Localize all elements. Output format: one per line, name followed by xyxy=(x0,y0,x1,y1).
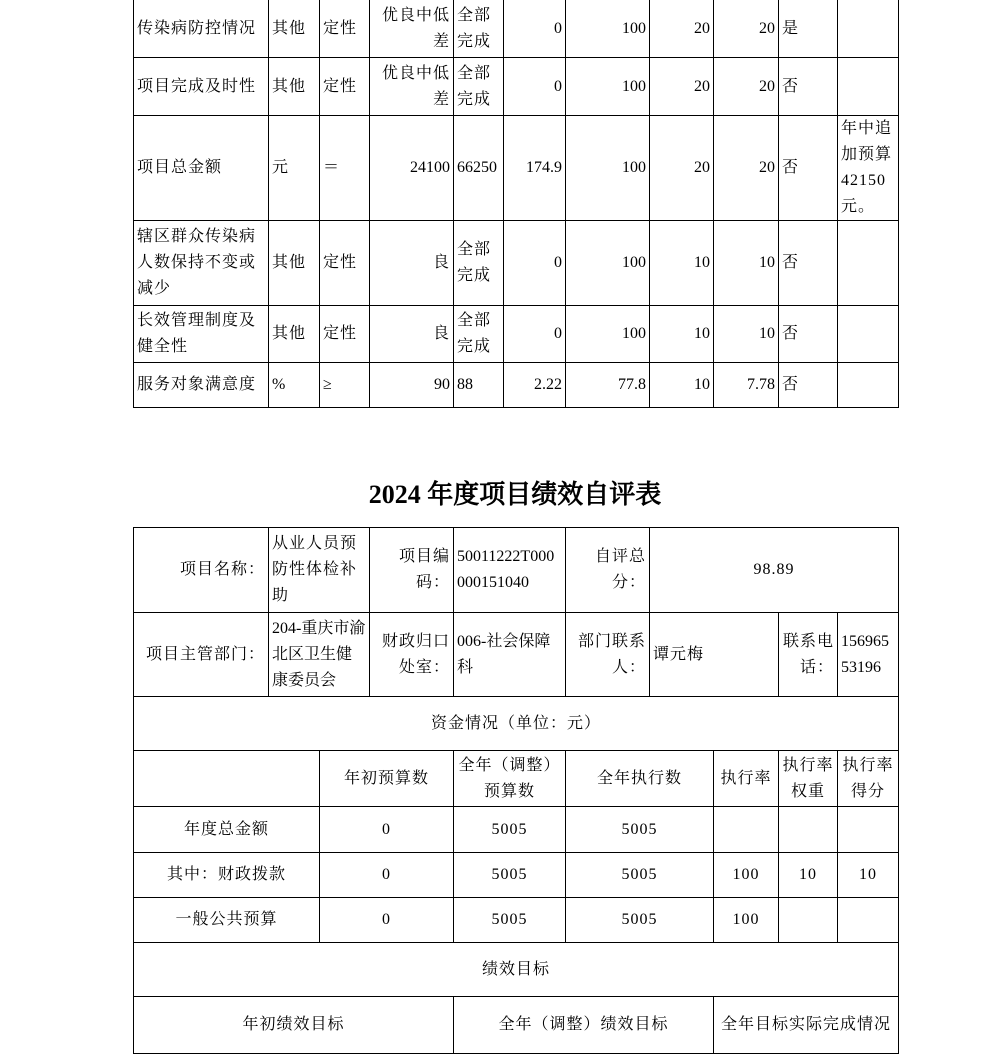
goals-section-title: 绩效目标 xyxy=(134,943,899,997)
funds-cell: 100 xyxy=(714,853,779,898)
cell-weight: 10 xyxy=(650,363,714,408)
funds-section-title: 资金情况（单位：元） xyxy=(134,697,899,751)
phone: 15696553196 xyxy=(838,613,899,697)
funds-header: 执行率 xyxy=(714,751,779,807)
project-code: 50011222T000000151040 xyxy=(454,528,566,613)
funds-row-label: 年度总金额 xyxy=(134,807,320,853)
cell-actual: 66250 xyxy=(454,116,504,221)
cell-weight: 10 xyxy=(650,221,714,306)
cell-note xyxy=(838,363,899,408)
cell-score: 10 xyxy=(714,306,779,363)
cell-unit: 其他 xyxy=(269,58,320,116)
indicator-table xyxy=(133,0,899,408)
cell-rate: 100 xyxy=(566,306,650,363)
funds-cell xyxy=(838,807,899,853)
cell-deviation: 0 xyxy=(504,221,566,306)
funds-cell xyxy=(714,807,779,853)
contact: 谭元梅 xyxy=(650,613,779,697)
cell-target: 良 xyxy=(370,221,454,306)
cell-note xyxy=(838,0,899,58)
cell-flag: 是 xyxy=(779,0,838,58)
cell-op: 定性 xyxy=(320,306,370,363)
funds-section-row xyxy=(134,697,899,751)
funds-cell: 0 xyxy=(320,898,454,943)
cell-deviation: 0 xyxy=(504,0,566,58)
finance-office: 006-社会保障科 xyxy=(454,613,566,697)
phone-label: 联系电话： xyxy=(779,613,838,697)
funds-cell: 5005 xyxy=(566,853,714,898)
funds-header: 年初预算数 xyxy=(320,751,454,807)
funds-header: 执行率权重 xyxy=(779,751,838,807)
funds-header xyxy=(134,751,320,807)
cell-name: 辖区群众传染病人数保持不变或减少 xyxy=(134,221,269,306)
cell-target: 90 xyxy=(370,363,454,408)
page-title: 2024 年度项目绩效自评表 xyxy=(368,480,662,509)
funds-cell: 5005 xyxy=(566,807,714,853)
funds-cell: 10 xyxy=(779,853,838,898)
department: 204-重庆市渝北区卫生健康委员会 xyxy=(269,613,370,697)
cell-actual: 全部完成 xyxy=(454,58,504,116)
cell-score: 20 xyxy=(714,116,779,221)
cell-target: 良 xyxy=(370,306,454,363)
funds-cell: 0 xyxy=(320,853,454,898)
cell-target: 24100 xyxy=(370,116,454,221)
funds-cell: 5005 xyxy=(566,898,714,943)
finance-office-label: 财政归口处室： xyxy=(370,613,454,697)
cell-note xyxy=(838,58,899,116)
total-score: 98.89 xyxy=(650,528,899,613)
cell-target: 优良中低差 xyxy=(370,0,454,58)
table-row xyxy=(134,363,899,408)
cell-flag: 否 xyxy=(779,221,838,306)
funds-cell: 5005 xyxy=(454,853,566,898)
funds-row-label: 一般公共预算 xyxy=(134,898,320,943)
cell-name: 传染病防控情况 xyxy=(134,0,269,58)
funds-header: 执行率得分 xyxy=(838,751,899,807)
project-info-row xyxy=(134,528,899,613)
total-score-label: 自评总分： xyxy=(566,528,650,613)
cell-op: 定性 xyxy=(320,58,370,116)
cell-weight: 20 xyxy=(650,58,714,116)
funds-cell xyxy=(779,807,838,853)
table-row xyxy=(134,221,899,306)
self-evaluation-table xyxy=(133,527,899,1054)
cell-note xyxy=(838,306,899,363)
funds-cell: 0 xyxy=(320,807,454,853)
cell-op: 定性 xyxy=(320,0,370,58)
table-row xyxy=(134,0,899,58)
funds-row xyxy=(134,898,899,943)
cell-actual: 全部完成 xyxy=(454,0,504,58)
cell-actual: 全部完成 xyxy=(454,306,504,363)
cell-score: 20 xyxy=(714,58,779,116)
project-code-label: 项目编码： xyxy=(370,528,454,613)
cell-actual: 88 xyxy=(454,363,504,408)
funds-cell: 5005 xyxy=(454,807,566,853)
cell-op: ＝ xyxy=(320,116,370,221)
cell-name: 项目完成及时性 xyxy=(134,58,269,116)
project-name-label: 项目名称： xyxy=(134,528,269,613)
cell-name: 长效管理制度及健全性 xyxy=(134,306,269,363)
cell-unit: 其他 xyxy=(269,306,320,363)
cell-rate: 100 xyxy=(566,116,650,221)
table-row xyxy=(134,306,899,363)
cell-unit: 其他 xyxy=(269,0,320,58)
table-row xyxy=(134,58,899,116)
cell-rate: 100 xyxy=(566,0,650,58)
funds-cell: 5005 xyxy=(454,898,566,943)
funds-header: 全年执行数 xyxy=(566,751,714,807)
goals-header: 年初绩效目标 xyxy=(134,997,454,1054)
cell-note xyxy=(838,221,899,306)
goals-header: 全年目标实际完成情况 xyxy=(714,997,899,1054)
funds-row xyxy=(134,807,899,853)
cell-note: 年中追加预算42150元。 xyxy=(838,116,899,221)
project-name: 从业人员预防性体检补助 xyxy=(269,528,370,613)
cell-weight: 20 xyxy=(650,116,714,221)
cell-rate: 100 xyxy=(566,58,650,116)
table-row xyxy=(134,116,899,221)
goals-section-row xyxy=(134,943,899,997)
cell-deviation: 2.22 xyxy=(504,363,566,408)
cell-flag: 否 xyxy=(779,306,838,363)
cell-target: 优良中低差 xyxy=(370,58,454,116)
funds-cell: 10 xyxy=(838,853,899,898)
cell-actual: 全部完成 xyxy=(454,221,504,306)
cell-flag: 否 xyxy=(779,116,838,221)
cell-score: 10 xyxy=(714,221,779,306)
cell-op: ≥ xyxy=(320,363,370,408)
cell-score: 20 xyxy=(714,0,779,58)
cell-unit: % xyxy=(269,363,320,408)
funds-cell xyxy=(779,898,838,943)
cell-flag: 否 xyxy=(779,363,838,408)
goals-header-row xyxy=(134,997,899,1054)
goals-header: 全年（调整）绩效目标 xyxy=(454,997,714,1054)
cell-weight: 20 xyxy=(650,0,714,58)
funds-row xyxy=(134,853,899,898)
funds-header-row xyxy=(134,751,899,807)
cell-weight: 10 xyxy=(650,306,714,363)
cell-unit: 其他 xyxy=(269,221,320,306)
cell-name: 服务对象满意度 xyxy=(134,363,269,408)
cell-deviation: 0 xyxy=(504,58,566,116)
cell-unit: 元 xyxy=(269,116,320,221)
cell-deviation: 0 xyxy=(504,306,566,363)
cell-name: 项目总金额 xyxy=(134,116,269,221)
cell-score: 7.78 xyxy=(714,363,779,408)
funds-cell xyxy=(838,898,899,943)
cell-op: 定性 xyxy=(320,221,370,306)
cell-deviation: 174.9 xyxy=(504,116,566,221)
funds-cell: 100 xyxy=(714,898,779,943)
department-label: 项目主管部门： xyxy=(134,613,269,697)
contact-label: 部门联系人： xyxy=(566,613,650,697)
cell-rate: 77.8 xyxy=(566,363,650,408)
funds-header: 全年（调整）预算数 xyxy=(454,751,566,807)
funds-row-label: 其中：财政拨款 xyxy=(134,853,320,898)
cell-rate: 100 xyxy=(566,221,650,306)
cell-flag: 否 xyxy=(779,58,838,116)
department-row xyxy=(134,613,899,697)
